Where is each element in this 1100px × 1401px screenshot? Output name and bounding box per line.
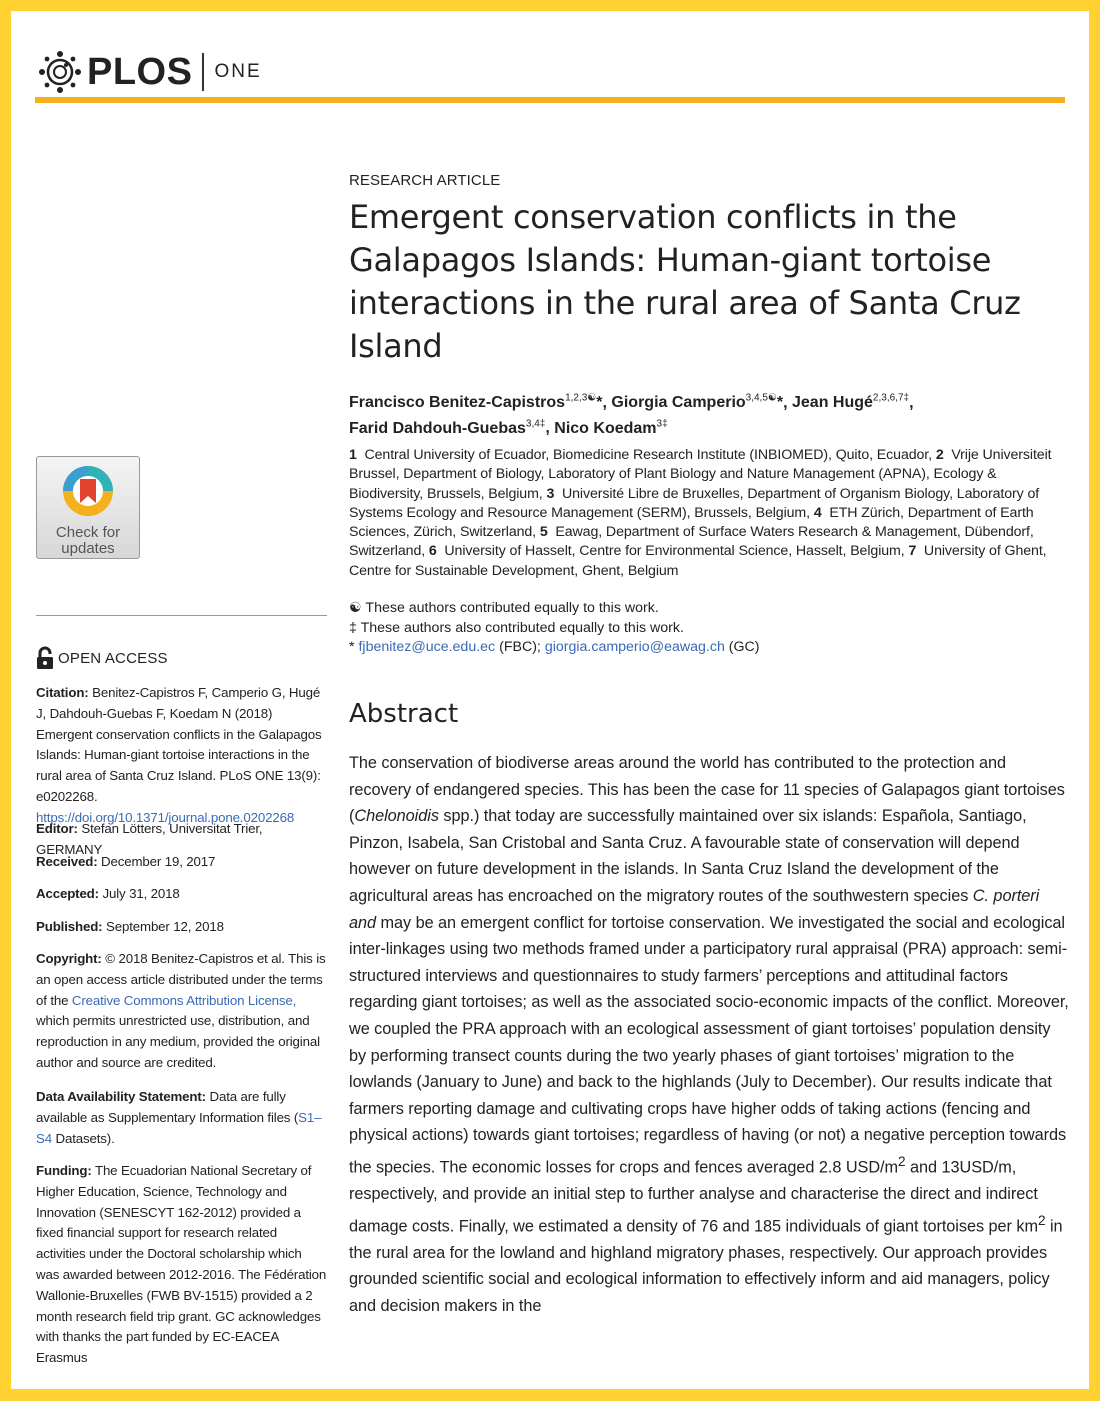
received-block: Received: December 19, 2017 (36, 854, 216, 869)
logo-divider (202, 53, 204, 91)
also-equal-contribution-note: ‡ These authors also contributed equally to this work. (349, 619, 684, 636)
data-availability-block: Data Availability Statement: Data are fully available as Supplementary Information files (S1–S4 Datasets). (36, 1089, 322, 1146)
author[interactable]: Jean Hugé$^{2,3,6,7\ddagger}$ (792, 393, 910, 412)
copyright-block: Copyright: © 2018 Benitez-Capistros et al. This is an open access article distributed under the terms of the Creative Commons Attribution License, which permits unrestricted use, distribution, and reproduction in any medium, provided the original author and source are credited. (36, 951, 326, 1070)
article-page (11, 11, 1089, 1389)
open-access-badge (36, 646, 168, 670)
published-date: September 12, 2018 (106, 919, 224, 934)
abstract-text: The conservation of biodiverse areas around the world has contributed to the protection and recovery of endangered species. This has been the case for 11 species of Galapagos giant tortoises (Chelonoidis spp.) that today are successfully maintained over six islands: Española, Santiago, Pinzon, Isabela, San Cristobal and Santa Cruz. A favourable state of conservation will depend however on future development in the islands. In Santa Cruz Island the development of the agricultural areas has encroached on the migratory routes of the southwestern species C. porteri and may be an emergent conflict for tortoise conservation. We investigated the social and ecological inter-linkages using two methods framed under a participatory rural appraisal (PRA) approach: semi-structured interviews and questionnaires to study farmers’ perceptions and attitudinal factors regarding giant tortoises; as well as the associated socio-economic impacts of the conflict. Moreover, we coupled the PRA approach with an ecological assessment of giant tortoises’ population density by performing transect counts during the two yearly phases of giant tortoises’ migration to the lowlands (January to June) and back to the highlands (July to December). Our results indicate that farmers reporting damage and cultivating crops have higher odds of taking actions (fencing and physical actions) towards giant tortoises; regardless of having (or not) a negative perception towards the species. The economic losses for crops and fences averaged 2.8 USD/$m^2$ and 13USD/m, respectively, and provide an initial step to further analyse and characterise the direct and indirect damage costs. Finally, we estimated a density of 76 and 185 individuals of giant tortoises per $km^2$ in the rural area for the lowland and highland migratory phases, respectively. Our approach provides grounded scientific social and ecological information to effectively inform and aid managers, policy and decision makers in the (349, 754, 1069, 1315)
author-notes (349, 599, 1069, 658)
author[interactable]: Francisco Benitez-Capistros$^{1,2,3☯}$* (349, 393, 603, 412)
published-block: Published: September 12, 2018 (36, 919, 224, 934)
citation-block (36, 683, 328, 829)
article-type: RESEARCH ARTICLE (349, 172, 501, 189)
citation-text: Benitez-Capistros F, Camperio G, Hugé J, Dahdouh-Guebas F, Koedam N (2018) Emergent conservation conflicts in the Galapagos Islands: Human-giant tortoise interactions in the rural area of Santa Cruz Island. PLoS ONE 13(9): e0202268. (36, 685, 322, 804)
accepted-date: July 31, 2018 (102, 886, 180, 901)
open-lock-icon (36, 646, 54, 670)
crossmark-icon (60, 463, 116, 519)
funding-block: Funding: The Ecuadorian National Secretary of Higher Education, Science, Technology and Innovation (SENESCYT 162-2012) provided a fixed financial support for research related activities under the Doctoral scholarship which was awarded between 2012-2016. The Fédération Wallonie-Bruxelles (FWB BV-1515) provided a 2 month research field trip grant. GC acknowledges with thanks the part funded by EC-EACEA Erasmus (36, 1163, 327, 1366)
check-for-updates-button[interactable] (36, 456, 140, 559)
article-title: Emergent conservation conflicts in the Galapagos Islands: Human-giant tortoise interactions in the rural area of Santa Cruz Island (349, 198, 1021, 365)
editor-text: Stefan Lötters, Universitat Trier, GERMANY (36, 821, 263, 857)
citation-doi-link[interactable]: https://doi.org/10.1371/journal.pone.0202268 (36, 809, 295, 825)
sidebar-divider (36, 615, 327, 616)
publisher-name: PLOS (87, 50, 193, 93)
plos-one-logo[interactable] (37, 47, 262, 97)
abstract-heading: Abstract (349, 699, 459, 729)
accepted-block: Accepted: July 31, 2018 (36, 886, 180, 901)
email-link[interactable]: fjbenitez@uce.edu.ec (358, 639, 496, 655)
affiliations: 1 Central University of Ecuador, Biomedicine Research Institute (INBIOMED), Quito, Ecuador, 2 Vrije Universiteit Brussel, Department of Biology, Laboratory of Plant Biology and Nature Management (APNA), Ecology & Biodiversity, Brussels, Belgium, 3 Université Libre de Bruxelles, Department of Organism Biology, Laboratory of Systems Ecology and Resource Management (SERM), Brussels, Belgium, 4 ETH Zürich, Department of Earth Sciences, Zürich, Switzerland, 5 Eawag, Department of Surface Waters Research & Management, Dübendorf, Switzerland, 6 University of Hasselt, Centre for Environmental Science, Hasselt, Belgium, 7 University of Ghent, Centre for Sustainable Development, Ghent, Belgium (349, 447, 1052, 579)
open-access-label: OPEN ACCESS (58, 649, 168, 667)
journal-name: ONE (214, 61, 262, 82)
author-list: Francisco Benitez-Capistros$^{1,2,3☯}$*, Giorgia Camperio$^{3,4,5☯}$*, Jean Hugé$^{2,3,6,7\ddagger}$, Farid Dahdouh-Guebas$^{3,4\ddagger}$, Nico Koedam$^{3\ddagger}$ (349, 393, 914, 437)
funding-text: The Ecuadorian National Secretary of Higher Education, Science, Technology and Innovation (SENESCYT 162-2012) provided a fixed financial support for research related activities under the Doctoral scholarship which was awarded between 2012-2016. The Fédération Wallonie-Bruxelles (FWB BV-1515) provided a 2 month research field trip grant. GC acknowledges with thanks the part funded by EC-EACEA Erasmus (36, 1163, 327, 1366)
editor-block: Editor: Stefan Lötters, Universitat Trier, GERMANY (36, 821, 263, 857)
supplementary-datasets-link[interactable]: S1–S4 (36, 1109, 322, 1146)
email-link[interactable]: giorgia.camperio@eawag.ch (544, 639, 725, 655)
equal-contribution-note: ☯ These authors contributed equally to this work. (349, 600, 659, 616)
received-date: December 19, 2017 (101, 854, 216, 869)
plos-logo-icon (37, 49, 83, 95)
corresponding-emails: * fjbenitez@uce.edu.ec (FBC); giorgia.camperio@eawag.ch (GC) (349, 639, 760, 655)
author[interactable]: Nico Koedam$^{3\ddagger}$ (554, 418, 668, 437)
check-for-updates-label: Check for updates (55, 524, 121, 557)
header-rule (35, 97, 1065, 103)
author[interactable]: Farid Dahdouh-Guebas$^{3,4\ddagger}$ (349, 418, 546, 437)
cc-license-link[interactable]: Creative Commons Attribution License, (71, 992, 297, 1008)
citation-label: Citation: (36, 685, 89, 700)
author[interactable]: Giorgia Camperio$^{3,4,5☯}$* (611, 393, 784, 412)
